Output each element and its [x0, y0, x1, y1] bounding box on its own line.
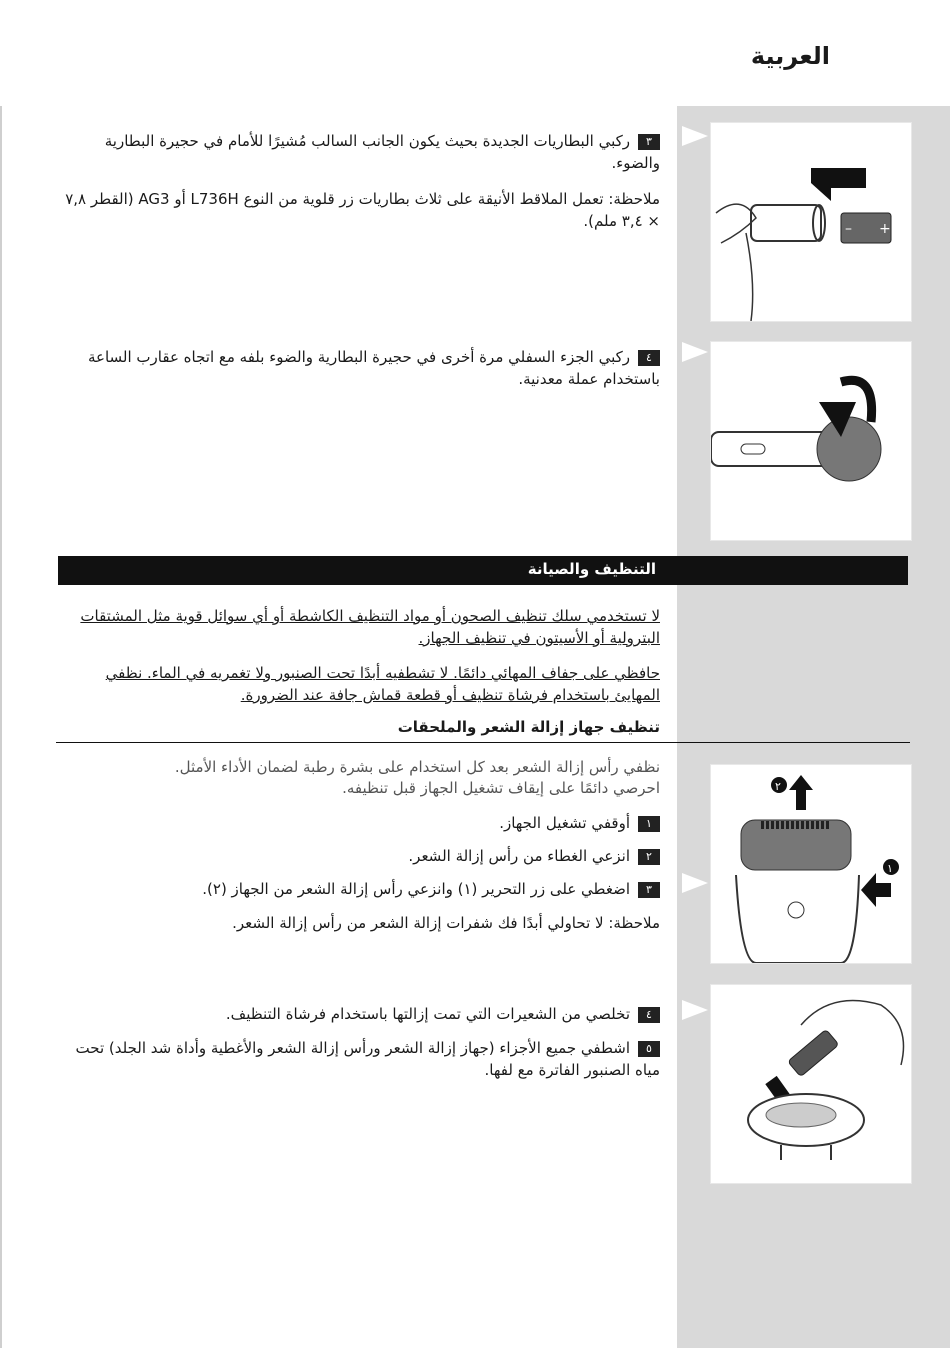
plus-label: + [879, 221, 891, 237]
step-text: ركبي البطاريات الجديدة بحيث يكون الجانب السالب مُشيرًا للأمام في حجيرة البطارية والضوء. [104, 132, 660, 172]
pointer-arrow [682, 126, 708, 146]
step-4-reassemble [60, 346, 660, 390]
step-text: ركبي الجزء السفلي مرة أخرى في حجيرة البطارية والضوء بلفه مع اتجاه عقارب الساعة باستخدام عملة معدنية. [87, 348, 660, 388]
intro-line-1: نظفي رأس إزالة الشعر بعد كل استخدام على بشرة رطبة لضمان الأداء الأمثل. [174, 758, 660, 776]
subheading-rule [56, 742, 910, 743]
step-number: ١ [638, 816, 660, 832]
figure-battery-insert [710, 122, 912, 322]
step-text: اشطفي جميع الأجزاء (جهاز إزالة الشعر ورأس إزالة الشعر والأغطية وأداة شد الجلد) تحت مياه الصنبور الفاترة مع لفها. [75, 1039, 660, 1079]
pointer-arrow [682, 873, 708, 893]
pointer-arrow [682, 1000, 708, 1020]
section-heading-bar [58, 556, 908, 585]
left-margin-line [0, 106, 2, 1348]
intro-line-2: احرصي دائمًا على إيقاف تشغيل الجهاز قبل تنظيفه. [342, 779, 660, 797]
warning-adapter: حافظي على جفاف المهائي دائمًا. لا تشطفيه أبدًا تحت الصنبور ولا تغمريه في الماء. نظفي المهايئ باستخدام فرشاة تنظيف أو قطعة قماش جافة عند الضرورة. [105, 664, 660, 704]
remove-head-illustration [711, 765, 911, 963]
figure-remove-head [710, 764, 912, 964]
step-3-battery [60, 130, 660, 174]
warning-abrasive: لا تستخدمي سلك تنظيف الصحون أو مواد التنظيف الكاشطة أو أي سوائل قوية مثل المشتقات البترولية أو الأسيتون في تنظيف الجهاز. [80, 607, 660, 647]
brush-head-illustration [711, 985, 911, 1183]
step-5-rinse [60, 1037, 660, 1081]
step-text: انزعي الغطاء من رأس إزالة الشعر. [408, 847, 630, 865]
battery-insert-illustration [711, 123, 911, 321]
step-2-remove-cap [408, 845, 660, 867]
battery-note: ملاحظة: تعمل الملاقط الأنيقة على ثلاث بطاريات زر قلوية من النوع L736H أو AG3 (القطر ٧,٨ × ٣,٤ ملم). [65, 190, 660, 230]
language-title: العربية [750, 42, 830, 70]
blades-note: ملاحظة: لا تحاولي أبدًا فك شفرات إزالة الشعر من رأس إزالة الشعر. [232, 914, 660, 932]
step-3-release [60, 878, 660, 900]
figure-brush-head [710, 984, 912, 1184]
step-number: ٢ [638, 849, 660, 865]
callout-1: ١ [887, 862, 893, 875]
step-1-switch-off [499, 812, 660, 834]
step-number: ٤ [638, 1007, 660, 1023]
pointer-arrow [682, 342, 708, 362]
step-number: ٥ [638, 1041, 660, 1057]
callout-2: ٢ [775, 780, 781, 793]
subheading-cleaning: تنظيف جهاز إزالة الشعر والملحقات [397, 718, 660, 736]
minus-label: – [845, 221, 852, 237]
figure-coin-rotate [710, 341, 912, 541]
step-text: تخلصي من الشعيرات التي تمت إزالتها باستخدام فرشاة التنظيف. [225, 1005, 630, 1023]
step-4-brush [60, 1003, 660, 1025]
step-number: ٤ [638, 350, 660, 366]
step-number: ٣ [638, 134, 660, 150]
step-number: ٣ [638, 882, 660, 898]
step-text: اضغطي على زر التحرير (١) وانزعي رأس إزالة الشعر من الجهاز (٢). [202, 880, 630, 898]
step-text: أوقفي تشغيل الجهاز. [499, 814, 630, 832]
section-title: التنظيف والصيانة [527, 560, 656, 578]
coin-rotate-illustration [711, 342, 911, 540]
